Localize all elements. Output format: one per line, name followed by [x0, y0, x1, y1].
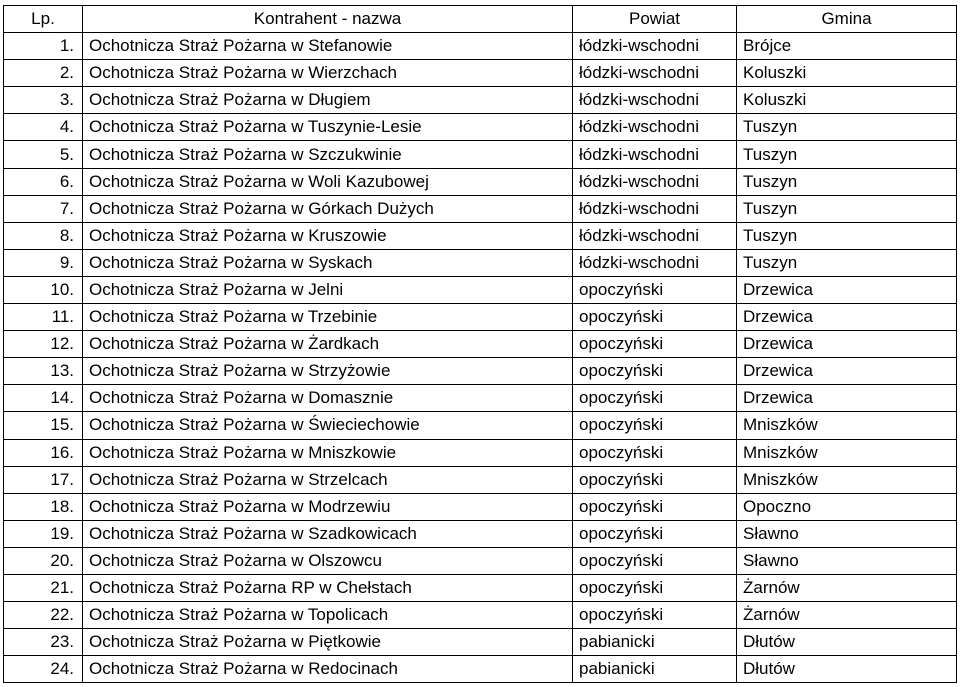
cell-gmina: Tuszyn [737, 141, 957, 168]
cell-lp: 6. [4, 168, 83, 195]
cell-lp: 23. [4, 629, 83, 656]
cell-powiat: opoczyński [573, 520, 737, 547]
cell-name: Ochotnicza Straż Pożarna w Trzebinie [83, 304, 573, 331]
cell-name: Ochotnicza Straż Pożarna w Wierzchach [83, 60, 573, 87]
table-header [4, 6, 957, 33]
cell-powiat: opoczyński [573, 547, 737, 574]
cell-powiat: opoczyński [573, 385, 737, 412]
cell-powiat: pabianicki [573, 656, 737, 683]
header-gmina: Gmina [737, 6, 957, 33]
cell-lp: 20. [4, 547, 83, 574]
cell-lp: 8. [4, 222, 83, 249]
cell-lp: 10. [4, 276, 83, 303]
cell-gmina: Mniszków [737, 439, 957, 466]
table-row [4, 331, 957, 358]
contractors-table [3, 5, 957, 683]
table-row [4, 412, 957, 439]
table-row [4, 493, 957, 520]
header-name: Kontrahent - nazwa [83, 6, 573, 33]
cell-powiat: opoczyński [573, 466, 737, 493]
cell-gmina: Tuszyn [737, 222, 957, 249]
cell-gmina: Koluszki [737, 87, 957, 114]
cell-name: Ochotnicza Straż Pożarna w Strzelcach [83, 466, 573, 493]
cell-powiat: opoczyński [573, 276, 737, 303]
cell-lp: 1. [4, 33, 83, 60]
cell-name: Ochotnicza Straż Pożarna RP w Chełstach [83, 574, 573, 601]
cell-lp: 16. [4, 439, 83, 466]
cell-name: Ochotnicza Straż Pożarna w Piętkowie [83, 629, 573, 656]
table-row [4, 87, 957, 114]
cell-powiat: opoczyński [573, 493, 737, 520]
table-row [4, 195, 957, 222]
cell-name: Ochotnicza Straż Pożarna w Tuszynie-Lesie [83, 114, 573, 141]
cell-powiat: opoczyński [573, 439, 737, 466]
cell-powiat: łódzki-wschodni [573, 195, 737, 222]
cell-name: Ochotnicza Straż Pożarna w Syskach [83, 249, 573, 276]
cell-lp: 19. [4, 520, 83, 547]
cell-gmina: Drzewica [737, 304, 957, 331]
cell-name: Ochotnicza Straż Pożarna w Olszowcu [83, 547, 573, 574]
table-row [4, 114, 957, 141]
cell-lp: 7. [4, 195, 83, 222]
cell-name: Ochotnicza Straż Pożarna w Stefanowie [83, 33, 573, 60]
cell-powiat: opoczyński [573, 574, 737, 601]
cell-gmina: Sławno [737, 547, 957, 574]
cell-name: Ochotnicza Straż Pożarna w Świeciechowie [83, 412, 573, 439]
cell-lp: 15. [4, 412, 83, 439]
cell-gmina: Drzewica [737, 358, 957, 385]
cell-name: Ochotnicza Straż Pożarna w Redocinach [83, 656, 573, 683]
table-row [4, 520, 957, 547]
cell-powiat: łódzki-wschodni [573, 33, 737, 60]
table-row [4, 304, 957, 331]
cell-powiat: opoczyński [573, 602, 737, 629]
cell-lp: 4. [4, 114, 83, 141]
cell-gmina: Tuszyn [737, 168, 957, 195]
cell-powiat: pabianicki [573, 629, 737, 656]
table-row [4, 574, 957, 601]
header-powiat: Powiat [573, 6, 737, 33]
cell-gmina: Mniszków [737, 466, 957, 493]
cell-lp: 18. [4, 493, 83, 520]
cell-name: Ochotnicza Straż Pożarna w Jelni [83, 276, 573, 303]
cell-powiat: łódzki-wschodni [573, 141, 737, 168]
cell-gmina: Żarnów [737, 574, 957, 601]
cell-powiat: opoczyński [573, 304, 737, 331]
cell-powiat: łódzki-wschodni [573, 60, 737, 87]
cell-gmina: Dłutów [737, 656, 957, 683]
cell-name: Ochotnicza Straż Pożarna w Żardkach [83, 331, 573, 358]
cell-gmina: Dłutów [737, 629, 957, 656]
cell-lp: 3. [4, 87, 83, 114]
cell-lp: 24. [4, 656, 83, 683]
cell-lp: 14. [4, 385, 83, 412]
table-row [4, 439, 957, 466]
cell-name: Ochotnicza Straż Pożarna w Kruszowie [83, 222, 573, 249]
cell-lp: 9. [4, 249, 83, 276]
table-row [4, 629, 957, 656]
table-row [4, 141, 957, 168]
cell-lp: 12. [4, 331, 83, 358]
table-row [4, 276, 957, 303]
table-row [4, 222, 957, 249]
cell-gmina: Opoczno [737, 493, 957, 520]
cell-powiat: łódzki-wschodni [573, 249, 737, 276]
cell-powiat: opoczyński [573, 331, 737, 358]
cell-gmina: Tuszyn [737, 114, 957, 141]
cell-name: Ochotnicza Straż Pożarna w Strzyżowie [83, 358, 573, 385]
cell-powiat: łódzki-wschodni [573, 87, 737, 114]
cell-lp: 13. [4, 358, 83, 385]
table-row [4, 249, 957, 276]
cell-lp: 2. [4, 60, 83, 87]
cell-name: Ochotnicza Straż Pożarna w Woli Kazubowej [83, 168, 573, 195]
cell-name: Ochotnicza Straż Pożarna w Modrzewiu [83, 493, 573, 520]
cell-gmina: Tuszyn [737, 195, 957, 222]
cell-powiat: opoczyński [573, 412, 737, 439]
cell-powiat: opoczyński [573, 358, 737, 385]
cell-gmina: Tuszyn [737, 249, 957, 276]
table-row [4, 602, 957, 629]
table-row [4, 358, 957, 385]
cell-lp: 5. [4, 141, 83, 168]
cell-gmina: Drzewica [737, 276, 957, 303]
cell-gmina: Brójce [737, 33, 957, 60]
cell-gmina: Żarnów [737, 602, 957, 629]
cell-powiat: łódzki-wschodni [573, 114, 737, 141]
cell-lp: 21. [4, 574, 83, 601]
cell-lp: 17. [4, 466, 83, 493]
cell-gmina: Koluszki [737, 60, 957, 87]
header-row [4, 6, 957, 33]
cell-lp: 22. [4, 602, 83, 629]
header-lp: Lp. [4, 6, 83, 33]
table-row [4, 466, 957, 493]
table-body [4, 33, 957, 683]
cell-name: Ochotnicza Straż Pożarna w Górkach Dużych [83, 195, 573, 222]
cell-name: Ochotnicza Straż Pożarna w Szczukwinie [83, 141, 573, 168]
cell-name: Ochotnicza Straż Pożarna w Szadkowicach [83, 520, 573, 547]
table-row [4, 60, 957, 87]
cell-name: Ochotnicza Straż Pożarna w Długiem [83, 87, 573, 114]
cell-powiat: łódzki-wschodni [573, 168, 737, 195]
cell-name: Ochotnicza Straż Pożarna w Topolicach [83, 602, 573, 629]
cell-lp: 11. [4, 304, 83, 331]
cell-gmina: Sławno [737, 520, 957, 547]
table-row [4, 168, 957, 195]
table-row [4, 33, 957, 60]
cell-gmina: Drzewica [737, 385, 957, 412]
table-row [4, 656, 957, 683]
cell-name: Ochotnicza Straż Pożarna w Mniszkowie [83, 439, 573, 466]
cell-gmina: Drzewica [737, 331, 957, 358]
table-row [4, 547, 957, 574]
table-row [4, 385, 957, 412]
cell-powiat: łódzki-wschodni [573, 222, 737, 249]
cell-gmina: Mniszków [737, 412, 957, 439]
cell-name: Ochotnicza Straż Pożarna w Domasznie [83, 385, 573, 412]
